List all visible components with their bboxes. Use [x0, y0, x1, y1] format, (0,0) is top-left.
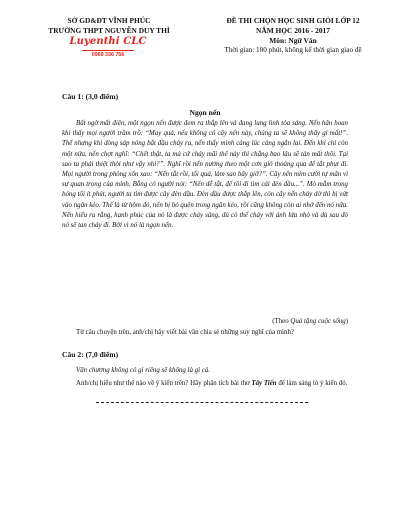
subject: Môn: Ngữ Văn [269, 36, 317, 45]
exam-title: ĐỀ THI CHỌN HỌC SINH GIỎI LỚP 12 [226, 16, 360, 25]
question-2-heading: Câu 2: (7,0 điểm) [62, 350, 119, 359]
department-name: SỞ GD&ĐT VĨNH PHÚC [67, 16, 151, 25]
question-1-heading: Câu 1: (3,0 điểm) [62, 92, 119, 101]
quote-text: Văn chương không có gì riêng sẽ không là gì cả. [76, 367, 210, 374]
question-2-prompt: Anh/chị hiểu như thế nào về ý kiến trên? Hãy phân tích bài thơ Tây Tiến để làm sáng tỏ ý kiến đó. [76, 380, 348, 387]
school-year: NĂM HỌC 2016 - 2017 [256, 26, 330, 35]
logo-text: Luyenthi CLC [69, 36, 147, 47]
poem-title: Tây Tiến [251, 380, 277, 387]
story-title: Ngọn nến [189, 108, 221, 117]
logo-underline [82, 50, 134, 51]
time-limit: Thời gian: 180 phút, không kể thời gian giao đề [224, 46, 362, 54]
story-text: Bất ngờ mất điện, một ngọn nến được đem ra thắp lên và đang lung linh tỏa sáng. Nến hân hoan khi thấy mọi người trầm trồ: “May quá, nếu không có cây nến này, chúng ta sẽ không thấy gì mất!”. Thế nhưng khi dòng sáp nóng bắt đầu chảy ra, nến thấy mình càng lúc càng ngắn lại. Đến khi chỉ còn một nửa, nến chợt nghĩ: “Chết thật, ta mà cứ cháy mãi thế này thì chẳng bao lâu sẽ tàn mất thôi. Tại sao ta phải thiệt thòi như vậy nhỉ?”. Nghĩ rồi nến nương theo một cơn gió thoảng qua để tắt phụt đi. Mọi người trong phòng xôn xao: “Nến tắt rồi, tối quá, làm sao bây giờ?”. Cây nến mỉm cười tự mãn vì sự quan trọng của mình. Bỗng có người nói: “Nến dễ tắt, để tôi đi tìm cái đèn dầu...”. Mò mẫm trong bóng tối ít phút, người ta tìm được cây đèn dầu. Đèn dầu được thắp lên, còn cây nến cháy dở thì bị vứt vào ngăn kéo. Thế là từ hôm đó, nến bị bỏ quên trong ngăn kéo, rồi cũng không còn ai nhớ đến nó nữa. Nến hiểu ra rằng, hạnh phúc của nó là được cháy sáng, dù có thể cháy với ánh lửa nhỏ và dù sau đó nó sẽ tan chảy đi. Bởi vì nó là ngọn nến. [62, 120, 348, 230]
logo-phone: 0969 336 756 [91, 52, 125, 58]
question-1-prompt: Từ câu chuyện trên, anh/chị hãy viết bài văn chia sẻ những suy nghĩ của mình? [76, 329, 294, 336]
end-separator [96, 402, 308, 403]
story-source: (Theo Quà tặng cuộc sống) [272, 318, 348, 325]
school-name: TRƯỜNG THPT NGUYỄN DUY THÌ [48, 26, 170, 35]
